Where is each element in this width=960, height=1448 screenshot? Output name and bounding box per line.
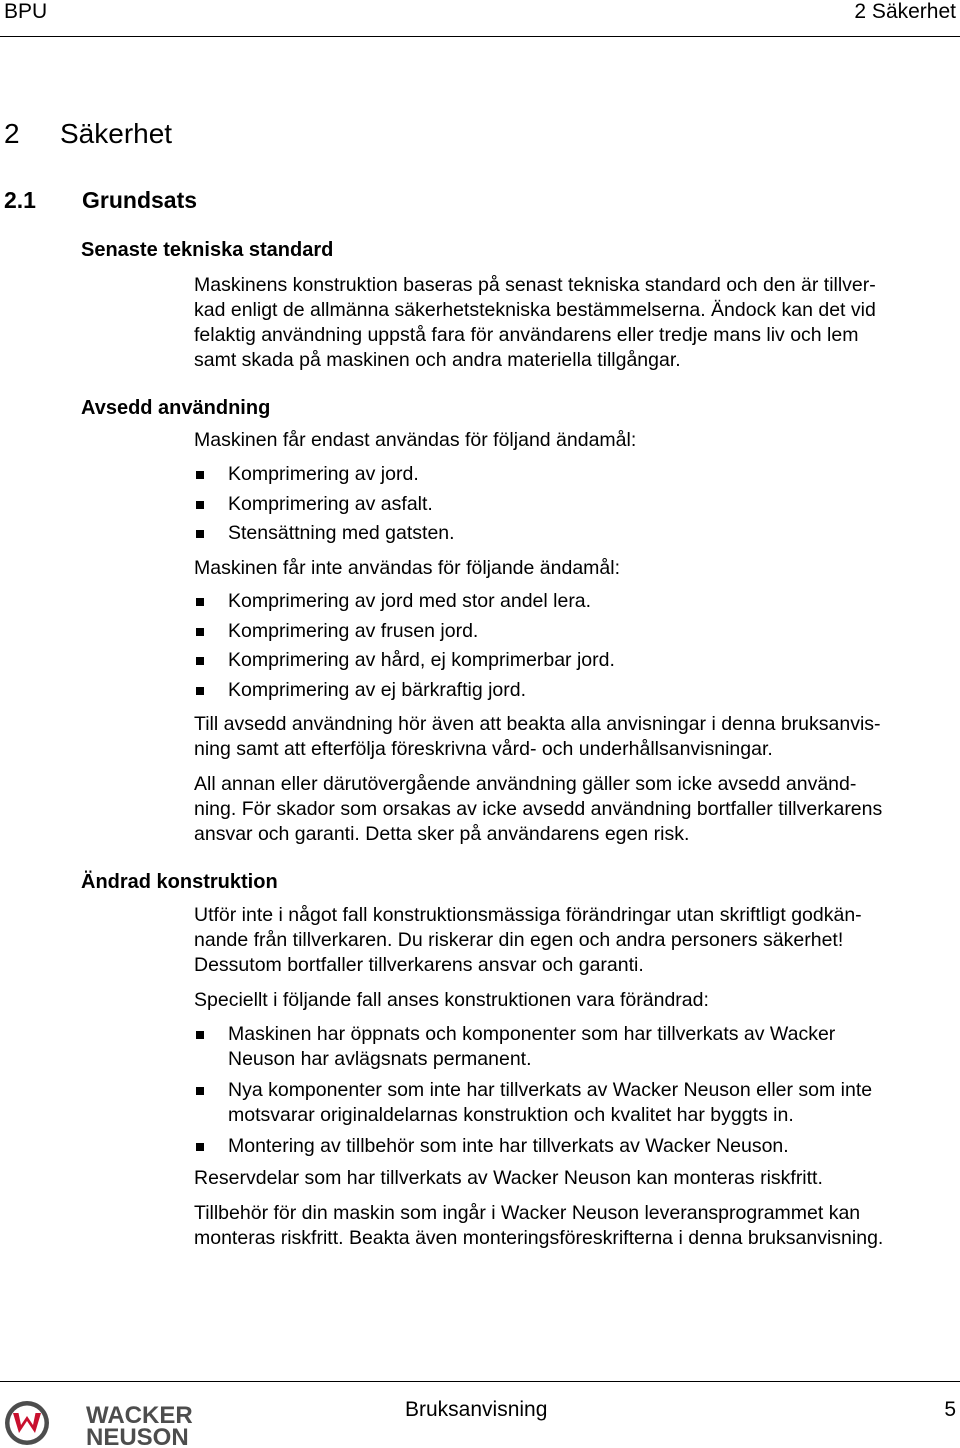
wacker-neuson-w-logo-icon: [5, 1401, 49, 1445]
logo-text-wacker: WACKER: [86, 1402, 193, 1429]
section-heading: [4, 186, 197, 214]
paragraph-standard: Maskinens konstruktion baseras på senast tekniska standard och den är tillver- kad enligt de allmänna säkerhetstekniska bestämmelserna. Ändock kan det vid felaktig användning uppstå fara för användarens eller tredje mans liv och lem samt skada på maskinen och andra materiella tillgångar.: [194, 274, 876, 371]
section-title: Grundsats: [82, 187, 198, 213]
paragraph-modification: Utför inte i något fall konstruktionsmässiga förändringar utan skriftligt godkän- nande från tillverkaren. Du riskerar din egen och andra personers säkerhet! Dessutom bortfaller tillverkarens ansvar och garanti.: [194, 904, 862, 976]
list-item-text: Maskinen har öppnats och komponenter som har tillverkats av Wacker Neuson har avlägsnats permanent.: [228, 1023, 836, 1070]
list-item-text: Komprimering av asfalt.: [228, 492, 433, 515]
list-item: [194, 619, 956, 644]
header-right: 2 Säkerhet: [854, 0, 956, 23]
footer-rule: [0, 1381, 960, 1382]
logo-text-neuson: NEUSON: [86, 1424, 189, 1447]
paragraph-allowed-intro: Maskinen får endast användas för följand ändamål:: [194, 429, 637, 451]
list-item-text: Komprimering av jord med stor andel lera.: [228, 590, 592, 612]
side-heading-standard: Senaste tekniska standard: [81, 239, 334, 261]
footer-doc-title: Bruksanvisning: [405, 1398, 548, 1421]
chapter-number: 2: [4, 118, 20, 149]
wacker-neuson-logo: [4, 1399, 214, 1447]
paragraph-intended-note: Till avsedd användning hör även att beakta alla anvisningar i denna bruksanvis- ning samt att efterfölja föreskrivna vård- och underhållsanvisningar.: [194, 713, 881, 760]
footer-page-number: 5: [944, 1398, 956, 1421]
list-forbidden: [194, 589, 956, 707]
paragraph-forbidden-intro: Maskinen får inte användas för följande ändamål:: [194, 557, 621, 579]
chapter-heading: [4, 118, 172, 150]
list-item: [194, 648, 956, 673]
chapter-title: Säkerhet: [60, 118, 173, 149]
paragraph-spare-parts: Reservdelar som har tillverkats av Wacker Neuson kan monteras riskfritt.: [194, 1167, 823, 1189]
list-item-text: Komprimering av hård, ej komprimerbar jord.: [228, 649, 615, 671]
square-bullet-icon: [196, 687, 204, 695]
section-number: 2.1: [4, 187, 36, 213]
list-item: [194, 492, 956, 517]
list-modification-cases: [194, 1022, 956, 1165]
list-item: [194, 1022, 956, 1072]
header-left: BPU: [4, 0, 48, 23]
side-heading-modification: Ändrad konstruktion: [81, 871, 278, 893]
list-item-text: Montering av tillbehör som inte har tillverkats av Wacker Neuson.: [228, 1135, 789, 1157]
list-item-text: Komprimering av jord.: [228, 463, 419, 485]
list-item: [194, 678, 956, 703]
list-item: [194, 462, 956, 487]
side-heading-intended-use: Avsedd användning: [81, 397, 271, 419]
paragraph-other-use: All annan eller därutövergående användning gäller som icke avsedd använd- ning. För skador som orsakas av icke avsedd användning bortfaller tillverkarens ansvar och garanti. Detta sker på användarens egen risk.: [194, 773, 883, 845]
paragraph-modification-intro: Speciellt i följande fall anses konstruktionen vara förändrad:: [194, 989, 709, 1011]
list-item: [194, 1134, 956, 1159]
list-item: [194, 1078, 956, 1128]
list-item-text: Komprimering av frusen jord.: [228, 619, 479, 642]
square-bullet-icon: [196, 657, 204, 665]
square-bullet-icon: [196, 1031, 204, 1039]
list-item-text: Nya komponenter som inte har tillverkats av Wacker Neuson eller som inte motsvarar originaldelarnas konstruktion och kvalitet har byggts in.: [228, 1079, 873, 1126]
square-bullet-icon: [196, 471, 204, 479]
square-bullet-icon: [196, 598, 204, 606]
square-bullet-icon: [196, 530, 204, 538]
square-bullet-icon: [196, 628, 204, 636]
paragraph-accessories: Tillbehör för din maskin som ingår i Wacker Neuson leveransprogrammet kan monteras riskfritt. Beakta även monteringsföreskrifterna i denna bruksanvisning.: [194, 1202, 884, 1249]
square-bullet-icon: [196, 1087, 204, 1095]
list-item-text: Stensättning med gatsten.: [228, 522, 455, 544]
list-item-text: Komprimering av ej bärkraftig jord.: [228, 678, 527, 701]
header-rule: [0, 36, 960, 37]
list-item: [194, 521, 956, 546]
list-allowed: [194, 462, 956, 551]
square-bullet-icon: [196, 1143, 204, 1151]
square-bullet-icon: [196, 501, 204, 509]
list-item: [194, 589, 956, 614]
